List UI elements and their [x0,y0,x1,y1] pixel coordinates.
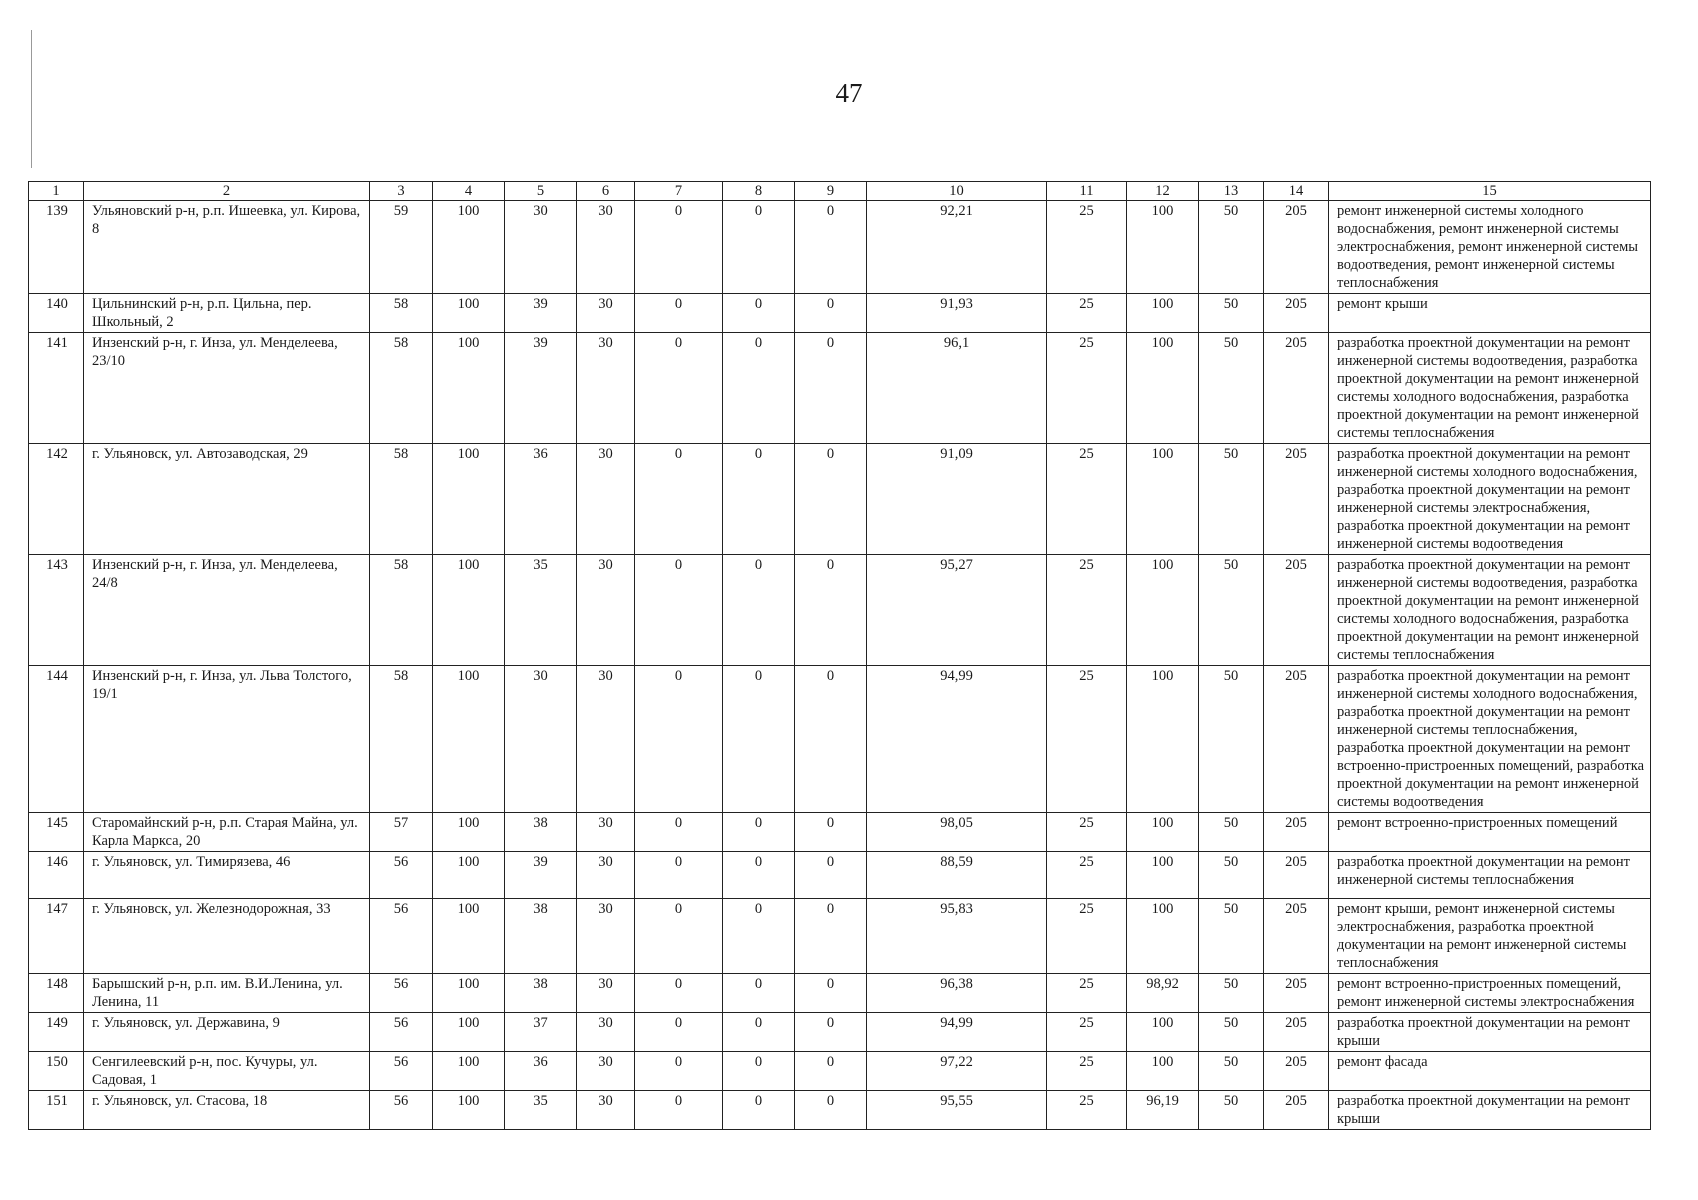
col3-cell: 58 [370,294,433,333]
col7-cell: 0 [635,974,723,1013]
col13-cell: 50 [1199,444,1264,555]
works-cell: разработка проектной документации на ремонт инженерной системы водоотведения, разработка проектной документации на ремонт инженерной системы холодного водоснабжения, разработка проектной документации на ремонт инженерной системы теплоснабжения [1329,333,1651,444]
works-cell: разработка проектной документации на ремонт инженерной системы холодного водоснабжения, разработка проектной документации на ремонт инженерной системы теплоснабжения, разработка проектной документации на ремонт встроенно-пристроенных помещений, разработка проектной документации на ремонт инженерной системы водоотведения [1329,666,1651,813]
address-cell: Барышский р-н, р.п. им. В.И.Ленина, ул. Ленина, 11 [84,974,370,1013]
col3-cell: 56 [370,899,433,974]
col7-cell: 0 [635,555,723,666]
address-cell: г. Ульяновск, ул. Автозаводская, 29 [84,444,370,555]
col12-cell: 98,92 [1127,974,1199,1013]
col14-cell: 205 [1264,201,1329,294]
col13-cell: 50 [1199,1052,1264,1091]
works-cell: ремонт фасада [1329,1052,1651,1091]
col9-cell: 0 [795,444,867,555]
col8-cell: 0 [723,666,795,813]
column-number: 1 [29,182,84,201]
row-number-cell: 145 [29,813,84,852]
col9-cell: 0 [795,1013,867,1052]
col14-cell: 205 [1264,666,1329,813]
col11-cell: 25 [1047,813,1127,852]
table-row [29,666,1651,813]
col11-cell: 25 [1047,294,1127,333]
row-number-cell: 149 [29,1013,84,1052]
col3-cell: 56 [370,1091,433,1130]
col14-cell: 205 [1264,1013,1329,1052]
col8-cell: 0 [723,201,795,294]
col8-cell: 0 [723,899,795,974]
col9-cell: 0 [795,813,867,852]
row-number-cell: 143 [29,555,84,666]
col13-cell: 50 [1199,201,1264,294]
col14-cell: 205 [1264,1052,1329,1091]
col6-cell: 30 [577,852,635,899]
col12-cell: 100 [1127,333,1199,444]
col4-cell: 100 [433,1052,505,1091]
repair-table [28,181,1651,1130]
col5-cell: 38 [505,899,577,974]
col3-cell: 59 [370,201,433,294]
col6-cell: 30 [577,1091,635,1130]
col4-cell: 100 [433,813,505,852]
col4-cell: 100 [433,974,505,1013]
works-cell: ремонт крыши, ремонт инженерной системы электроснабжения, разработка проектной документации на ремонт инженерной системы теплоснабжения [1329,899,1651,974]
col12-cell: 100 [1127,813,1199,852]
address-cell: Цильнинский р-н, р.п. Цильна, пер. Школьный, 2 [84,294,370,333]
col10-cell: 95,27 [867,555,1047,666]
col6-cell: 30 [577,974,635,1013]
column-number: 8 [723,182,795,201]
row-number-cell: 139 [29,201,84,294]
col12-cell: 96,19 [1127,1091,1199,1130]
col9-cell: 0 [795,201,867,294]
col13-cell: 50 [1199,899,1264,974]
col10-cell: 95,55 [867,1091,1047,1130]
row-number-cell: 141 [29,333,84,444]
col11-cell: 25 [1047,333,1127,444]
col11-cell: 25 [1047,852,1127,899]
column-number-row [29,182,1651,201]
address-cell: Ульяновский р-н, р.п. Ишеевка, ул. Кирова, 8 [84,201,370,294]
col10-cell: 94,99 [867,1013,1047,1052]
col8-cell: 0 [723,852,795,899]
col5-cell: 39 [505,852,577,899]
table-row [29,974,1651,1013]
col11-cell: 25 [1047,1052,1127,1091]
col8-cell: 0 [723,1052,795,1091]
col12-cell: 100 [1127,1013,1199,1052]
col9-cell: 0 [795,1052,867,1091]
table-row [29,1091,1651,1130]
col12-cell: 100 [1127,555,1199,666]
works-cell: разработка проектной документации на ремонт крыши [1329,1013,1651,1052]
address-cell: г. Ульяновск, ул. Железнодорожная, 33 [84,899,370,974]
col10-cell: 95,83 [867,899,1047,974]
works-cell: ремонт инженерной системы холодного водоснабжения, ремонт инженерной системы электроснабжения, ремонт инженерной системы водоотведения, ремонт инженерной системы теплоснабжения [1329,201,1651,294]
col14-cell: 205 [1264,974,1329,1013]
col8-cell: 0 [723,1091,795,1130]
col14-cell: 205 [1264,899,1329,974]
address-cell: Сенгилеевский р-н, пос. Кучуры, ул. Садовая, 1 [84,1052,370,1091]
col10-cell: 96,1 [867,333,1047,444]
col4-cell: 100 [433,1091,505,1130]
col14-cell: 205 [1264,1091,1329,1130]
table-row [29,555,1651,666]
row-number-cell: 150 [29,1052,84,1091]
col6-cell: 30 [577,555,635,666]
address-cell: г. Ульяновск, ул. Стасова, 18 [84,1091,370,1130]
table-row [29,201,1651,294]
col13-cell: 50 [1199,974,1264,1013]
col14-cell: 205 [1264,444,1329,555]
address-cell: Старомайнский р-н, р.п. Старая Майна, ул. Карла Маркса, 20 [84,813,370,852]
column-number: 13 [1199,182,1264,201]
col11-cell: 25 [1047,444,1127,555]
col3-cell: 56 [370,1052,433,1091]
address-cell: Инзенский р-н, г. Инза, ул. Менделеева, 24/8 [84,555,370,666]
col9-cell: 0 [795,852,867,899]
col11-cell: 25 [1047,974,1127,1013]
works-cell: разработка проектной документации на ремонт крыши [1329,1091,1651,1130]
col10-cell: 94,99 [867,666,1047,813]
column-number: 11 [1047,182,1127,201]
col6-cell: 30 [577,666,635,813]
col13-cell: 50 [1199,1013,1264,1052]
col7-cell: 0 [635,444,723,555]
col3-cell: 58 [370,444,433,555]
col12-cell: 100 [1127,666,1199,813]
col5-cell: 30 [505,201,577,294]
table-row [29,1013,1651,1052]
col9-cell: 0 [795,294,867,333]
col13-cell: 50 [1199,333,1264,444]
col6-cell: 30 [577,294,635,333]
row-number-cell: 142 [29,444,84,555]
col4-cell: 100 [433,1013,505,1052]
col8-cell: 0 [723,294,795,333]
col7-cell: 0 [635,201,723,294]
address-cell: г. Ульяновск, ул. Державина, 9 [84,1013,370,1052]
col4-cell: 100 [433,294,505,333]
col6-cell: 30 [577,1013,635,1052]
col4-cell: 100 [433,899,505,974]
col5-cell: 38 [505,813,577,852]
col9-cell: 0 [795,899,867,974]
col7-cell: 0 [635,666,723,813]
table-row [29,333,1651,444]
works-cell: ремонт встроенно-пристроенных помещений, ремонт инженерной системы электроснабжения [1329,974,1651,1013]
col7-cell: 0 [635,333,723,444]
col11-cell: 25 [1047,899,1127,974]
works-cell: ремонт встроенно-пристроенных помещений [1329,813,1651,852]
col14-cell: 205 [1264,852,1329,899]
col4-cell: 100 [433,555,505,666]
col13-cell: 50 [1199,555,1264,666]
col8-cell: 0 [723,1013,795,1052]
col4-cell: 100 [433,333,505,444]
row-number-cell: 147 [29,899,84,974]
col3-cell: 58 [370,333,433,444]
col11-cell: 25 [1047,1013,1127,1052]
address-cell: Инзенский р-н, г. Инза, ул. Льва Толстого, 19/1 [84,666,370,813]
col5-cell: 35 [505,555,577,666]
column-number: 7 [635,182,723,201]
column-number: 14 [1264,182,1329,201]
col7-cell: 0 [635,1052,723,1091]
table-row [29,852,1651,899]
col3-cell: 58 [370,666,433,813]
table-row [29,1052,1651,1091]
col7-cell: 0 [635,852,723,899]
table-row [29,813,1651,852]
col6-cell: 30 [577,899,635,974]
row-number-cell: 146 [29,852,84,899]
col12-cell: 100 [1127,444,1199,555]
col3-cell: 56 [370,974,433,1013]
col12-cell: 100 [1127,1052,1199,1091]
works-cell: ремонт крыши [1329,294,1651,333]
col10-cell: 92,21 [867,201,1047,294]
col10-cell: 98,05 [867,813,1047,852]
col6-cell: 30 [577,1052,635,1091]
col14-cell: 205 [1264,813,1329,852]
column-number: 4 [433,182,505,201]
page-number: 47 [835,78,863,108]
col4-cell: 100 [433,852,505,899]
col11-cell: 25 [1047,555,1127,666]
col5-cell: 39 [505,333,577,444]
col6-cell: 30 [577,813,635,852]
column-number: 6 [577,182,635,201]
col10-cell: 91,93 [867,294,1047,333]
col11-cell: 25 [1047,666,1127,813]
column-number: 15 [1329,182,1651,201]
col6-cell: 30 [577,333,635,444]
col10-cell: 91,09 [867,444,1047,555]
col13-cell: 50 [1199,1091,1264,1130]
works-cell: разработка проектной документации на ремонт инженерной системы водоотведения, разработка проектной документации на ремонт инженерной системы холодного водоснабжения, разработка проектной документации на ремонт инженерной системы теплоснабжения [1329,555,1651,666]
column-number: 12 [1127,182,1199,201]
col13-cell: 50 [1199,852,1264,899]
table-row [29,899,1651,974]
works-cell: разработка проектной документации на ремонт инженерной системы теплоснабжения [1329,852,1651,899]
table-row [29,444,1651,555]
col9-cell: 0 [795,333,867,444]
col6-cell: 30 [577,201,635,294]
row-number-cell: 144 [29,666,84,813]
col14-cell: 205 [1264,333,1329,444]
col12-cell: 100 [1127,294,1199,333]
col13-cell: 50 [1199,813,1264,852]
address-cell: г. Ульяновск, ул. Тимирязева, 46 [84,852,370,899]
row-number-cell: 148 [29,974,84,1013]
column-number: 10 [867,182,1047,201]
col9-cell: 0 [795,974,867,1013]
col11-cell: 25 [1047,201,1127,294]
col8-cell: 0 [723,333,795,444]
col12-cell: 100 [1127,899,1199,974]
col5-cell: 38 [505,974,577,1013]
col13-cell: 50 [1199,294,1264,333]
col3-cell: 58 [370,555,433,666]
col5-cell: 30 [505,666,577,813]
col7-cell: 0 [635,1091,723,1130]
col7-cell: 0 [635,813,723,852]
row-number-cell: 140 [29,294,84,333]
col14-cell: 205 [1264,555,1329,666]
col4-cell: 100 [433,666,505,813]
works-cell: разработка проектной документации на ремонт инженерной системы холодного водоснабжения, разработка проектной документации на ремонт инженерной системы электроснабжения, разработка проектной документации на ремонт инженерной системы водоотведения [1329,444,1651,555]
col10-cell: 97,22 [867,1052,1047,1091]
col8-cell: 0 [723,555,795,666]
col3-cell: 56 [370,1013,433,1052]
col10-cell: 88,59 [867,852,1047,899]
col5-cell: 36 [505,1052,577,1091]
column-number: 9 [795,182,867,201]
col4-cell: 100 [433,444,505,555]
col7-cell: 0 [635,1013,723,1052]
col5-cell: 35 [505,1091,577,1130]
col4-cell: 100 [433,201,505,294]
col12-cell: 100 [1127,852,1199,899]
col8-cell: 0 [723,974,795,1013]
table-row [29,294,1651,333]
col13-cell: 50 [1199,666,1264,813]
col9-cell: 0 [795,1091,867,1130]
col8-cell: 0 [723,444,795,555]
col8-cell: 0 [723,813,795,852]
col5-cell: 37 [505,1013,577,1052]
col11-cell: 25 [1047,1091,1127,1130]
row-number-cell: 151 [29,1091,84,1130]
col14-cell: 205 [1264,294,1329,333]
col10-cell: 96,38 [867,974,1047,1013]
col7-cell: 0 [635,294,723,333]
col3-cell: 56 [370,852,433,899]
col12-cell: 100 [1127,201,1199,294]
column-number: 3 [370,182,433,201]
col6-cell: 30 [577,444,635,555]
address-cell: Инзенский р-н, г. Инза, ул. Менделеева, 23/10 [84,333,370,444]
col5-cell: 36 [505,444,577,555]
column-number: 5 [505,182,577,201]
col3-cell: 57 [370,813,433,852]
col7-cell: 0 [635,899,723,974]
column-number: 2 [84,182,370,201]
col9-cell: 0 [795,666,867,813]
col9-cell: 0 [795,555,867,666]
col5-cell: 39 [505,294,577,333]
